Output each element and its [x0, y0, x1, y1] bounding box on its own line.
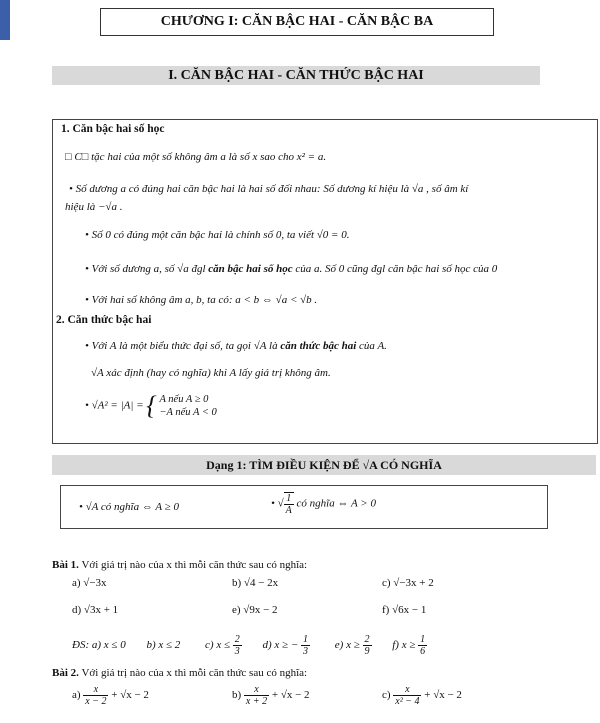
answer-e-text: e) x ≥: [334, 639, 360, 652]
bai1-item-f: f) √6x − 1: [382, 604, 427, 616]
bai2-question: [52, 666, 307, 680]
part2-para1c: của A.: [356, 340, 387, 352]
bai2-c-den: x² − 4: [395, 696, 420, 707]
bai2-item-c: [382, 684, 462, 707]
abs-formula-lhs: • √A² = |A| =: [85, 399, 144, 412]
bai1-item-c: c) √−3x + 2: [382, 577, 434, 589]
condition-2-rest: có nghĩa ⇔ A > 0: [296, 497, 376, 510]
part1-para2: • Số 0 có đúng một căn bậc hai là chính số 0, ta viết √0 = 0.: [85, 229, 350, 241]
answer-c-fraction: [233, 634, 242, 657]
bai2-c-rest: + √x − 2: [424, 689, 462, 702]
answer-b: b) x ≤ 2: [146, 639, 181, 652]
part2-para1b: căn thức bậc hai: [280, 340, 357, 352]
part2-para1: [85, 339, 387, 353]
bai2-title: Bài 2.: [52, 667, 79, 679]
bai2-a-rest: + √x − 2: [111, 689, 149, 702]
bai1-text: Với giá trị nào của x thì mỗi căn thức sau có nghĩa:: [81, 559, 308, 571]
condition-2-bullet: •: [271, 497, 275, 510]
fraction-numerator: 1: [284, 493, 294, 505]
part1-para1b: hiệu là −√a .: [65, 201, 123, 213]
answer-c: [205, 634, 242, 657]
bai2-a-fraction: [83, 684, 108, 707]
part2-heading: 2. Căn thức bậc hai: [56, 314, 152, 326]
bai2-a-den: x − 2: [85, 696, 107, 707]
bai1-item-b: b) √4 − 2x: [232, 577, 279, 589]
answer-c-num: 2: [234, 634, 240, 645]
answer-f-text: f) x ≥: [392, 639, 416, 652]
bai2-c-num: x: [393, 684, 421, 696]
case-negative: −A nếu A < 0: [159, 407, 217, 418]
sqrt-fraction: √ $\frac{1}{A}$: [277, 493, 292, 516]
answer-d: [262, 634, 311, 657]
answer-a: ĐS: a) x ≤ 0: [72, 639, 126, 652]
bai2-c-fraction: [393, 684, 421, 707]
case-positive: A nếu A ≥ 0: [159, 394, 209, 405]
answer-f-den: 6: [420, 646, 426, 657]
answer-e-den: 9: [364, 646, 370, 657]
answer-d-num: 1: [303, 634, 309, 645]
bai2-b-fraction: [244, 684, 269, 707]
bai2-item-a: [72, 684, 149, 707]
abs-formula: [85, 393, 217, 419]
page-edge-stripe: [0, 0, 10, 40]
part1-para4: • Với hai số không âm a, b, ta có: a < b ⇔ √a < √b .: [85, 294, 318, 306]
answer-c-text: c) x ≤: [205, 639, 231, 652]
bai1-item-a: a) √−3x: [72, 577, 107, 589]
answer-e-num: 2: [364, 634, 370, 645]
bai2-a-num: x: [83, 684, 108, 696]
answer-f-fraction: [418, 634, 427, 657]
answer-f: [392, 634, 427, 657]
answer-c-den: 3: [234, 646, 240, 657]
bai2-b-den: x + 2: [245, 696, 268, 707]
bai2-item-b: [232, 684, 310, 707]
part1-para1a: • Số dương a có đúng hai căn bậc hai là hai số đối nhau: Số dương kí hiệu là √a , số âm kí: [69, 183, 469, 195]
answer-d-fraction: [301, 634, 310, 657]
bai2-text: Với giá trị nào của x thì mỗi căn thức sau có nghĩa:: [81, 667, 308, 679]
part1-heading: 1. Căn bậc hai số học: [61, 123, 165, 135]
answer-d-den: 3: [303, 646, 309, 657]
bai2-b-rest: + √x − 2: [271, 689, 310, 702]
part1-definition: □ C□ tặc hai của một số không âm a là số x sao cho x² = a.: [65, 151, 327, 163]
part1-para3b: căn bậc hai số học: [208, 263, 293, 275]
bai1-title: Bài 1.: [52, 559, 79, 571]
bai2-b-num: x: [244, 684, 269, 696]
bai1-item-e: e) √9x − 2: [232, 604, 278, 616]
condition-1: • √A có nghĩa ⇔ A ≥ 0: [79, 501, 179, 513]
part1-para3c: của a. Số 0 cũng đgl căn bậc hai số học của 0: [292, 263, 498, 275]
abs-cases: [159, 393, 216, 419]
answer-d-text: d) x ≥ −: [262, 639, 299, 652]
bai2-c-label: c): [382, 689, 391, 702]
part2-para2: √A xác định (hay có nghĩa) khi A lấy giá trị không âm.: [91, 367, 331, 379]
answer-f-num: 1: [420, 634, 426, 645]
chapter-title: CHƯƠNG I: CĂN BẬC HAI - CĂN BẬC BA: [100, 8, 494, 36]
part2-para1a: • Với A là một biểu thức đại số, ta gọi √A là: [85, 340, 281, 352]
section-title: I. CĂN BẬC HAI - CĂN THỨC BẬC HAI: [52, 66, 540, 85]
brace-symbol: {: [146, 391, 157, 420]
part1-para3: [85, 262, 497, 276]
theory-box: [52, 119, 598, 444]
dang1-heading: Dạng 1: TÌM ĐIỀU KIỆN ĐỂ √A CÓ NGHĨA: [52, 455, 596, 475]
fraction-denominator: A: [285, 505, 292, 516]
condition-2: [271, 492, 376, 516]
part1-para3a: • Với số dương a, số √a đgl: [85, 263, 209, 275]
bai2-b-label: b): [232, 689, 242, 702]
answer-e: [334, 634, 372, 657]
bai1-question: [52, 558, 307, 572]
answer-e-fraction: [363, 634, 372, 657]
bai1-answers: [72, 634, 427, 657]
bai2-a-label: a): [72, 689, 81, 702]
condition-box: [60, 485, 548, 529]
bai1-item-d: d) √3x + 1: [72, 604, 119, 616]
fraction-1-over-a: [284, 492, 294, 516]
